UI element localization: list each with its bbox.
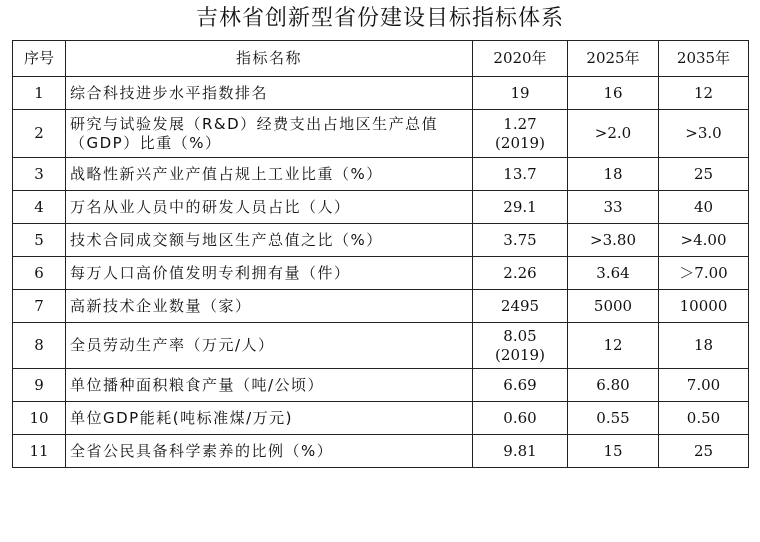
header-2035: 2035年 xyxy=(659,41,749,77)
value-2020 xyxy=(473,323,568,369)
table-row xyxy=(13,191,749,224)
indicator-name: 综合科技进步水平指数排名 xyxy=(66,77,473,110)
indicator-name: 战略性新兴产业产值占规上工业比重（%） xyxy=(66,158,473,191)
value-2025: >3.80 xyxy=(568,224,659,257)
value-2035: 0.50 xyxy=(659,402,749,435)
value-2035: 18 xyxy=(659,323,749,369)
value-2020 xyxy=(473,369,568,402)
value-2035: 40 xyxy=(659,191,749,224)
header-2020: 2020年 xyxy=(473,41,568,77)
value-2020 xyxy=(473,77,568,110)
row-number: 4 xyxy=(13,191,66,224)
row-number: 1 xyxy=(13,77,66,110)
value-2020-number: 8.05 xyxy=(503,326,537,345)
table-row xyxy=(13,369,749,402)
table-row xyxy=(13,290,749,323)
value-2020-note: (2019) xyxy=(495,345,545,364)
value-2025: >2.0 xyxy=(568,110,659,158)
value-2025: 16 xyxy=(568,77,659,110)
value-2020-number: 9.81 xyxy=(503,441,537,460)
header-2025: 2025年 xyxy=(568,41,659,77)
value-2020 xyxy=(473,158,568,191)
table-row xyxy=(13,435,749,468)
value-2035: 10000 xyxy=(659,290,749,323)
indicator-table xyxy=(12,40,749,468)
value-2025: 0.55 xyxy=(568,402,659,435)
value-2025: 18 xyxy=(568,158,659,191)
value-2035: 12 xyxy=(659,77,749,110)
value-2035: 25 xyxy=(659,158,749,191)
indicator-name: 万名从业人员中的研发人员占比（人） xyxy=(66,191,473,224)
indicator-name: 单位GDP能耗(吨标准煤/万元) xyxy=(66,402,473,435)
row-number: 2 xyxy=(13,110,66,158)
value-2020-number: 3.75 xyxy=(503,230,537,249)
table-row xyxy=(13,224,749,257)
table-row xyxy=(13,158,749,191)
value-2020-number: 29.1 xyxy=(503,197,537,216)
row-number: 5 xyxy=(13,224,66,257)
value-2020 xyxy=(473,435,568,468)
value-2020-number: 13.7 xyxy=(503,164,537,183)
value-2020 xyxy=(473,110,568,158)
indicator-name: 全省公民具备科学素养的比例（%） xyxy=(66,435,473,468)
table-title: 吉林省创新型省份建设目标指标体系 xyxy=(195,6,564,31)
value-2020-number: 2495 xyxy=(500,296,540,315)
value-2025: 5000 xyxy=(568,290,659,323)
value-2020 xyxy=(473,402,568,435)
indicator-name: 每万人口高价值发明专利拥有量（件） xyxy=(66,257,473,290)
value-2020 xyxy=(473,290,568,323)
indicator-name: 高新技术企业数量（家） xyxy=(66,290,473,323)
indicator-name: 单位播种面积粮食产量（吨/公顷） xyxy=(66,369,473,402)
value-2025: 12 xyxy=(568,323,659,369)
row-number: 11 xyxy=(13,435,66,468)
table-row xyxy=(13,323,749,369)
value-2020-number: 1.27 xyxy=(503,114,537,133)
value-2020-note: (2019) xyxy=(495,133,545,152)
row-number: 9 xyxy=(13,369,66,402)
value-2035: >3.0 xyxy=(659,110,749,158)
table-header-row xyxy=(13,41,749,77)
value-2035: 25 xyxy=(659,435,749,468)
row-number: 10 xyxy=(13,402,66,435)
value-2035: >4.00 xyxy=(659,224,749,257)
value-2025: 15 xyxy=(568,435,659,468)
value-2025: 3.64 xyxy=(568,257,659,290)
table-row xyxy=(13,110,749,158)
value-2025: 6.80 xyxy=(568,369,659,402)
table-row xyxy=(13,257,749,290)
value-2020 xyxy=(473,224,568,257)
indicator-name: 全员劳动生产率（万元/人） xyxy=(66,323,473,369)
value-2035: 7.00 xyxy=(659,369,749,402)
row-number: 7 xyxy=(13,290,66,323)
value-2020 xyxy=(473,257,568,290)
row-number: 3 xyxy=(13,158,66,191)
table-row xyxy=(13,77,749,110)
row-number: 6 xyxy=(13,257,66,290)
value-2020-number: 6.69 xyxy=(503,375,537,394)
value-2035: ＞7.00 xyxy=(659,257,749,290)
value-2025: 33 xyxy=(568,191,659,224)
value-2020-number: 2.26 xyxy=(503,263,537,282)
header-name: 指标名称 xyxy=(66,41,473,77)
table-row xyxy=(13,402,749,435)
row-number: 8 xyxy=(13,323,66,369)
indicator-name: 技术合同成交额与地区生产总值之比（%） xyxy=(66,224,473,257)
header-no: 序号 xyxy=(13,41,66,77)
indicator-name: 研究与试验发展（R&D）经费支出占地区生产总值（GDP）比重（%） xyxy=(66,110,473,158)
value-2020-number: 19 xyxy=(510,83,530,102)
value-2020-number: 0.60 xyxy=(503,408,537,427)
value-2020 xyxy=(473,191,568,224)
